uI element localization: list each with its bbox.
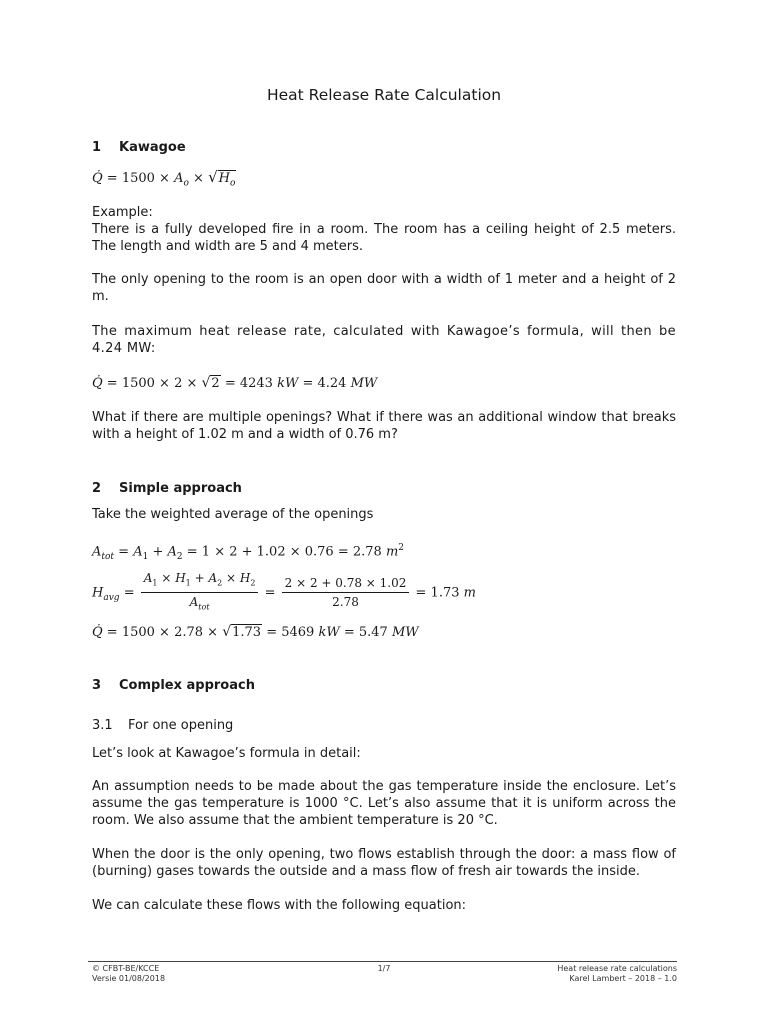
section-number: 2: [92, 481, 102, 496]
max-hrr-paragraph: The maximum heat release rate, calculated with Kawagoe’s formula, will then be 4.24 MW:: [92, 324, 676, 356]
author-text: Karel Lambert – 2018 – 1.0: [569, 974, 677, 983]
footer-left: [92, 964, 165, 984]
example-label: Example:: [92, 205, 153, 220]
copyright-text: © CFBT-BE/KCCE: [92, 964, 160, 973]
subsection-title: For one opening: [128, 718, 234, 733]
total-area-equation: $A_{tot} = A_1 + A_2 = 1 \times 2 + 1.02 \times 0.76 = 2.78$ $m^2$: [92, 543, 404, 562]
document-title: Heat Release Rate Calculation: [266, 86, 502, 104]
section-title: Simple approach: [119, 481, 242, 496]
multiple-openings-paragraph: What if there are multiple openings? What if there was an additional window that breaks with a height of 1.02 m and a width of 0.76 m?: [92, 410, 676, 442]
example-paragraph: There is a fully developed fire in a room. The room has a ceiling height of 2.5 meters. The length and width are 5 and 4 meters.: [92, 222, 676, 254]
page-number: 1/7: [377, 964, 391, 973]
kawagoe-example-equation: Q̇ = 1500 × 2 × √2 = 4243 kW = 4.24 MW: [92, 375, 378, 391]
section-number: 1: [92, 140, 102, 155]
formula-detail-paragraph: Let’s look at Kawagoe’s formula in detail:: [92, 746, 361, 761]
section-title: Kawagoe: [119, 140, 186, 155]
footer-right: [477, 964, 677, 984]
section-title: Complex approach: [119, 678, 255, 693]
section-1-heading: [92, 139, 186, 157]
assumption-paragraph: An assumption needs to be made about the gas temperature inside the enclosure. Let’s assume the gas temperature is 1000 °C. Let’s also assume that it is uniform across the room. We also assume that the ambient temperature is 20 °C.: [92, 779, 676, 828]
kawagoe-formula: Q̇ = $1500 \times A_o \times √H_o$: [92, 168, 236, 189]
section-3-heading: [92, 677, 255, 695]
footer-divider: [88, 961, 677, 962]
weighted-average-paragraph: Take the weighted average of the openings: [92, 507, 374, 522]
version-text: Versie 01/08/2018: [92, 974, 166, 983]
section-2-heading: [92, 480, 242, 498]
average-height-equation: $H_{avg}$ = $\frac{A_1 \times H_1 + A_2 \times H_2}{A_{tot}}$ = $\frac{2 \times 2 + 0.78 \times 1.02}{2.78}$ = 1.73 m: [92, 571, 476, 612]
calculate-flows-paragraph: We can calculate these flows with the following equation:: [92, 898, 467, 913]
subsection-3-1-heading: [92, 717, 233, 735]
opening-paragraph: The only opening to the room is an open door with a width of 1 meter and a height of 2 m.: [92, 272, 676, 304]
section-number: 3: [92, 678, 102, 693]
simple-approach-result: Q̇ = 1500 × 2.78 × √1.73 = 5469 kW = 5.47 MW: [92, 624, 419, 640]
document-name-text: Heat release rate calculations: [557, 964, 677, 973]
door-flows-paragraph: When the door is the only opening, two flows establish through the door: a mass flow of (burning) gases towards the outside and a mass flow of fresh air towards the inside.: [92, 847, 676, 879]
subsection-number: 3.1: [92, 718, 113, 733]
